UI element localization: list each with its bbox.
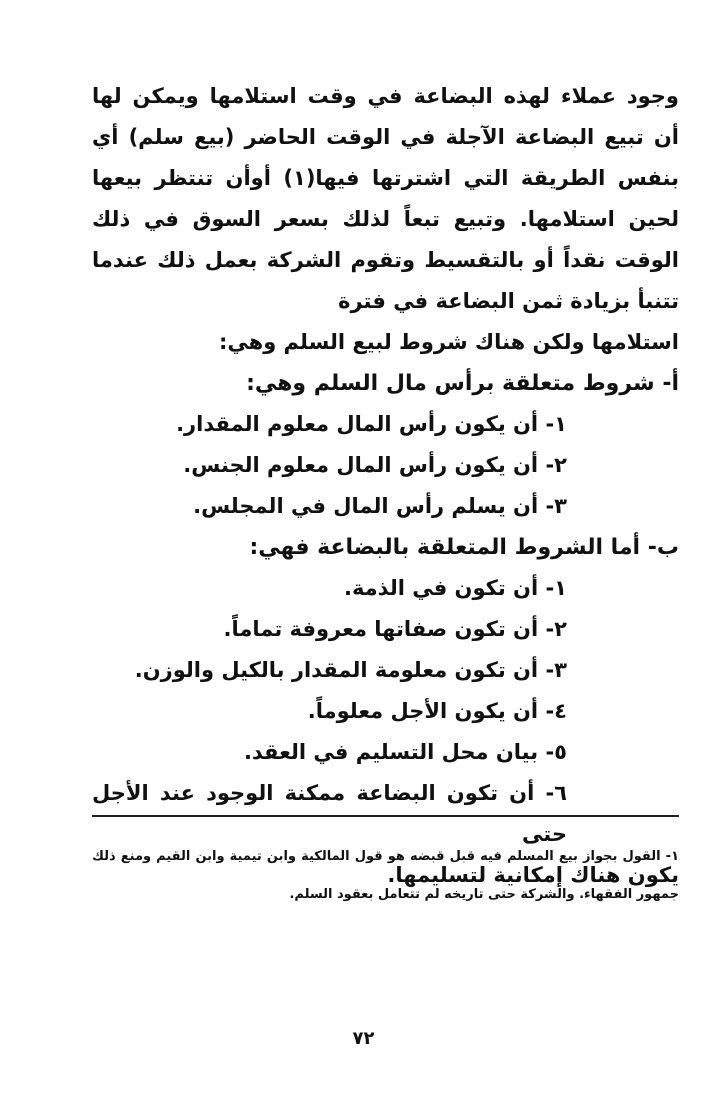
section-a-heading: أ- شروط متعلقة برأس مال السلم وهي: (246, 371, 679, 396)
section-b-heading: ب- أما الشروط المتعلقة بالبضاعة فهي: (249, 535, 679, 560)
intro-paragraph: وجود عملاء لهذه البضاعة في وقت استلامها ويمكن لها أن تبيع البضاعة الآجلة في الوقت الحاضر (بيع سلم) أي بنفس الطريقة التي اشترتها فيها(١) أوأن تنتظر بيعها لحين استلامها. وتبيع تبعاً لذلك بسعر السوق في ذلك الوقت نقداً أو بالتقسيط وتقوم الشركة بعمل ذلك عندما تتنبأ بزيادة ثمن البضاعة في فترة (92, 84, 680, 313)
section-b-item: ٢- أن تكون صفاتها معروفة تماماً. (223, 617, 567, 641)
section-a-item: ٢- أن يكون رأس المال معلوم الجنس. (183, 453, 567, 477)
intro-paragraph-end: استلامها ولكن هناك شروط لبيع السلم وهي: (218, 330, 679, 354)
section-b-item: ٣- أن تكون معلومة المقدار بالكيل والوزن. (134, 658, 567, 682)
main-text (92, 76, 679, 896)
section-b-item-continuation: يكون هناك إمكانية لتسليمها. (387, 863, 679, 887)
section-b-item: ١- أن تكون في الذمة. (343, 576, 567, 600)
section-a-item: ١- أن يكون رأس المال معلوم المقدار. (176, 412, 567, 436)
footnote: ١- القول بجواز بيع المسلم فيه قبل قبضه هو قول المالكية وابن تيمية وابن القيم ومنع ذلك جمهور الفقهاء. والشركة حتى تاريخه لم تتعامل بعقود السلم. (92, 849, 679, 902)
footnote-divider (92, 815, 679, 817)
section-a-item: ٣- أن يسلم رأس المال في المجلس. (193, 494, 567, 518)
page-number: ٧٢ (352, 1028, 375, 1049)
section-b-item: ٥- بيان محل التسليم في العقد. (243, 740, 567, 764)
section-b-item: ٤- أن يكون الأجل معلوماً. (307, 699, 567, 723)
section-b-item: ٦- أن تكون البضاعة ممكنة الوجود عند الأجل حتى (92, 781, 567, 846)
